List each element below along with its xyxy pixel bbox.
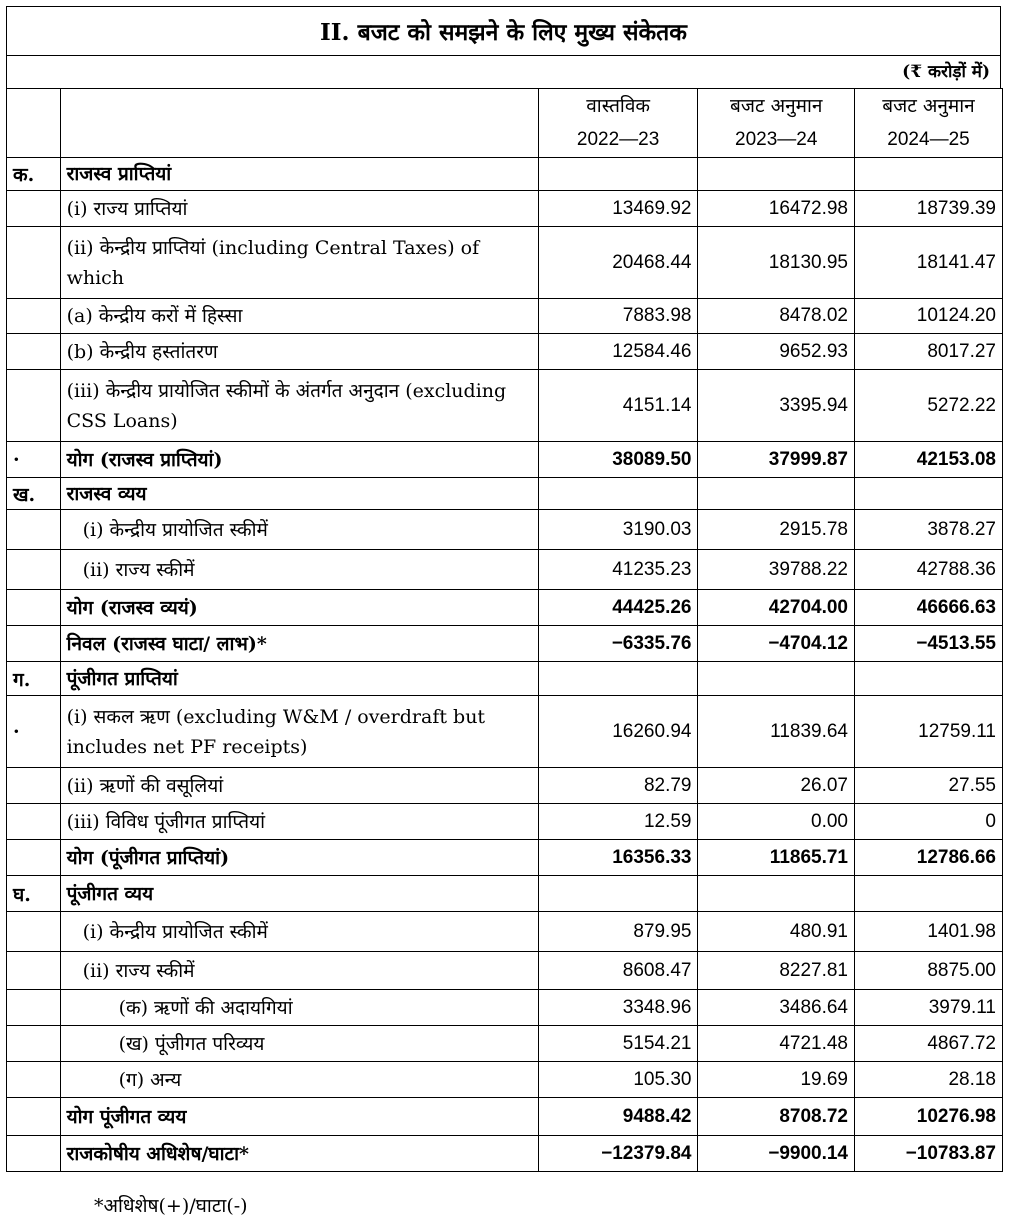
- value-cell: 2915.78: [698, 510, 855, 550]
- col-header-line1: वास्तविक: [586, 95, 651, 117]
- value-cell: [538, 662, 698, 696]
- table-row: [7, 1136, 1003, 1172]
- table-row: [7, 1026, 1003, 1062]
- value-cell: 20468.44: [538, 227, 698, 299]
- value-cell: 82.79: [538, 768, 698, 804]
- table-row: [7, 191, 1003, 227]
- value-cell: 3190.03: [538, 510, 698, 550]
- value-cell: 480.91: [698, 912, 855, 952]
- row-label: (क) ऋणों की अदायगियां: [60, 990, 538, 1026]
- header-row: [7, 89, 1003, 158]
- row-label: पूंजीगत व्यय: [60, 876, 538, 912]
- row-label: योग (राजस्व व्ययं): [60, 590, 538, 626]
- table-row: [7, 1098, 1003, 1136]
- col-header-be-2023-24: [698, 89, 855, 158]
- col-header-actual-2022-23: [538, 89, 698, 158]
- value-cell: 8478.02: [698, 299, 855, 334]
- table-title: II. बजट को समझने के लिए मुख्य संकेतक: [6, 6, 1001, 55]
- value-cell: 879.95: [538, 912, 698, 952]
- row-label: योग (पूंजीगत प्राप्तियां): [60, 840, 538, 876]
- value-cell: 16260.94: [538, 696, 698, 768]
- table-row: [7, 590, 1003, 626]
- section-marker: [7, 370, 61, 442]
- table-row: [7, 768, 1003, 804]
- value-cell: 13469.92: [538, 191, 698, 227]
- header-blank-label: [60, 89, 538, 158]
- value-cell: 8017.27: [855, 334, 1003, 370]
- table-row: [7, 370, 1003, 442]
- value-cell: [698, 662, 855, 696]
- section-marker: [7, 626, 61, 662]
- value-cell: 0.00: [698, 804, 855, 840]
- value-cell: [855, 876, 1003, 912]
- table-row: [7, 912, 1003, 952]
- value-cell: 27.55: [855, 768, 1003, 804]
- section-marker: ग.: [7, 662, 61, 696]
- section-marker: ·: [7, 442, 61, 478]
- value-cell: 5154.21: [538, 1026, 698, 1062]
- header-blank-sec: [7, 89, 61, 158]
- row-label: निवल (राजस्व घाटा/ लाभ)*: [60, 626, 538, 662]
- table-row: [7, 626, 1003, 662]
- value-cell: 3878.27: [855, 510, 1003, 550]
- value-cell: −4513.55: [855, 626, 1003, 662]
- row-label: (b) केन्द्रीय हस्तांतरण: [60, 334, 538, 370]
- table-row: [7, 840, 1003, 876]
- section-marker: [7, 1098, 61, 1136]
- col-header-line2: 2023—24: [735, 129, 818, 150]
- value-cell: 12584.46: [538, 334, 698, 370]
- section-marker: [7, 804, 61, 840]
- row-label: (i) केन्द्रीय प्रायोजित स्कीमें: [60, 912, 538, 952]
- section-marker: [7, 334, 61, 370]
- section-marker: क.: [7, 158, 61, 191]
- col-header-line2: 2024—25: [887, 129, 970, 150]
- section-marker: ख.: [7, 478, 61, 510]
- value-cell: 42788.36: [855, 550, 1003, 590]
- value-cell: 105.30: [538, 1062, 698, 1098]
- section-marker: [7, 1136, 61, 1172]
- value-cell: 28.18: [855, 1062, 1003, 1098]
- row-label: राजकोषीय अधिशेष/घाटा*: [60, 1136, 538, 1172]
- section-marker: [7, 590, 61, 626]
- row-label: (iii) विविध पूंजीगत प्राप्तियां: [60, 804, 538, 840]
- value-cell: −4704.12: [698, 626, 855, 662]
- unit-note: (₹ करोड़ों में): [6, 55, 1001, 88]
- value-cell: 12759.11: [855, 696, 1003, 768]
- row-label: (ग) अन्य: [60, 1062, 538, 1098]
- table-row: [7, 804, 1003, 840]
- value-cell: 42704.00: [698, 590, 855, 626]
- value-cell: 0: [855, 804, 1003, 840]
- value-cell: −9900.14: [698, 1136, 855, 1172]
- row-label: (ii) ऋणों की वसूलियां: [60, 768, 538, 804]
- col-header-be-2024-25: [855, 89, 1003, 158]
- row-label: (ii) राज्य स्कीमें: [60, 952, 538, 990]
- budget-table: [6, 88, 1003, 1172]
- section-marker: [7, 952, 61, 990]
- value-cell: 8608.47: [538, 952, 698, 990]
- value-cell: 18130.95: [698, 227, 855, 299]
- table-row: [7, 299, 1003, 334]
- value-cell: 42153.08: [855, 442, 1003, 478]
- row-label: पूंजीगत प्राप्तियां: [60, 662, 538, 696]
- section-marker: [7, 768, 61, 804]
- table-row: [7, 876, 1003, 912]
- value-cell: 12786.66: [855, 840, 1003, 876]
- row-label: (iii) केन्द्रीय प्रायोजित स्कीमों के अंतर्गत अनुदान (excluding CSS Loans): [60, 370, 538, 442]
- row-label: (ii) केन्द्रीय प्राप्तियां (including Central Taxes) of which: [60, 227, 538, 299]
- row-label: (i) केन्द्रीय प्रायोजित स्कीमें: [60, 510, 538, 550]
- value-cell: 8875.00: [855, 952, 1003, 990]
- section-marker: [7, 912, 61, 952]
- value-cell: 38089.50: [538, 442, 698, 478]
- value-cell: [698, 478, 855, 510]
- row-label: राजस्व प्राप्तियां: [60, 158, 538, 191]
- table-row: [7, 478, 1003, 510]
- value-cell: 7883.98: [538, 299, 698, 334]
- value-cell: 18141.47: [855, 227, 1003, 299]
- value-cell: 39788.22: [698, 550, 855, 590]
- value-cell: 9488.42: [538, 1098, 698, 1136]
- row-label: (i) राज्य प्राप्तियां: [60, 191, 538, 227]
- section-marker: [7, 1026, 61, 1062]
- footnote: *अधिशेष(+)/घाटा(-): [94, 1195, 248, 1217]
- table-row: [7, 227, 1003, 299]
- value-cell: 18739.39: [855, 191, 1003, 227]
- value-cell: 10276.98: [855, 1098, 1003, 1136]
- table-row: [7, 158, 1003, 191]
- value-cell: 16356.33: [538, 840, 698, 876]
- table-row: [7, 550, 1003, 590]
- value-cell: 4721.48: [698, 1026, 855, 1062]
- value-cell: [538, 158, 698, 191]
- section-marker: [7, 227, 61, 299]
- table-row: [7, 952, 1003, 990]
- value-cell: −6335.76: [538, 626, 698, 662]
- value-cell: [855, 158, 1003, 191]
- section-marker: [7, 990, 61, 1026]
- value-cell: 41235.23: [538, 550, 698, 590]
- row-label: (ii) राज्य स्कीमें: [60, 550, 538, 590]
- value-cell: 11839.64: [698, 696, 855, 768]
- row-label: (a) केन्द्रीय करों में हिस्सा: [60, 299, 538, 334]
- value-cell: [855, 662, 1003, 696]
- table-row: [7, 662, 1003, 696]
- value-cell: 1401.98: [855, 912, 1003, 952]
- value-cell: [855, 478, 1003, 510]
- section-marker: ·: [7, 696, 61, 768]
- value-cell: 44425.26: [538, 590, 698, 626]
- value-cell: 11865.71: [698, 840, 855, 876]
- section-marker: [7, 299, 61, 334]
- section-marker: घ.: [7, 876, 61, 912]
- table-row: [7, 1062, 1003, 1098]
- value-cell: 8708.72: [698, 1098, 855, 1136]
- table-row: [7, 696, 1003, 768]
- value-cell: −10783.87: [855, 1136, 1003, 1172]
- col-header-line1: बजट अनुमान: [882, 95, 975, 117]
- value-cell: 4867.72: [855, 1026, 1003, 1062]
- row-label: योग पूंजीगत व्यय: [60, 1098, 538, 1136]
- value-cell: 10124.20: [855, 299, 1003, 334]
- value-cell: 16472.98: [698, 191, 855, 227]
- value-cell: 12.59: [538, 804, 698, 840]
- row-label: (ख) पूंजीगत परिव्यय: [60, 1026, 538, 1062]
- section-marker: [7, 840, 61, 876]
- value-cell: 3348.96: [538, 990, 698, 1026]
- section-marker: [7, 191, 61, 227]
- value-cell: 26.07: [698, 768, 855, 804]
- value-cell: 3395.94: [698, 370, 855, 442]
- table-row: [7, 334, 1003, 370]
- value-cell: 4151.14: [538, 370, 698, 442]
- section-marker: [7, 1062, 61, 1098]
- value-cell: 19.69: [698, 1062, 855, 1098]
- value-cell: −12379.84: [538, 1136, 698, 1172]
- value-cell: [698, 876, 855, 912]
- budget-indicators-panel: [6, 6, 1001, 1172]
- value-cell: 46666.63: [855, 590, 1003, 626]
- value-cell: 8227.81: [698, 952, 855, 990]
- col-header-line2: 2022—23: [576, 129, 660, 150]
- section-marker: [7, 510, 61, 550]
- value-cell: [538, 876, 698, 912]
- value-cell: [698, 158, 855, 191]
- value-cell: 9652.93: [698, 334, 855, 370]
- value-cell: [538, 478, 698, 510]
- table-row: [7, 442, 1003, 478]
- table-row: [7, 990, 1003, 1026]
- row-label: राजस्व व्यय: [60, 478, 538, 510]
- value-cell: 37999.87: [698, 442, 855, 478]
- value-cell: 3486.64: [698, 990, 855, 1026]
- value-cell: 5272.22: [855, 370, 1003, 442]
- col-header-line1: बजट अनुमान: [730, 95, 823, 117]
- row-label: योग (राजस्व प्राप्तियां): [60, 442, 538, 478]
- value-cell: 3979.11: [855, 990, 1003, 1026]
- section-marker: [7, 550, 61, 590]
- row-label: (i) सकल ऋण (excluding W&M / overdraft but includes net PF receipts): [60, 696, 538, 768]
- table-row: [7, 510, 1003, 550]
- table-body: [7, 158, 1003, 1172]
